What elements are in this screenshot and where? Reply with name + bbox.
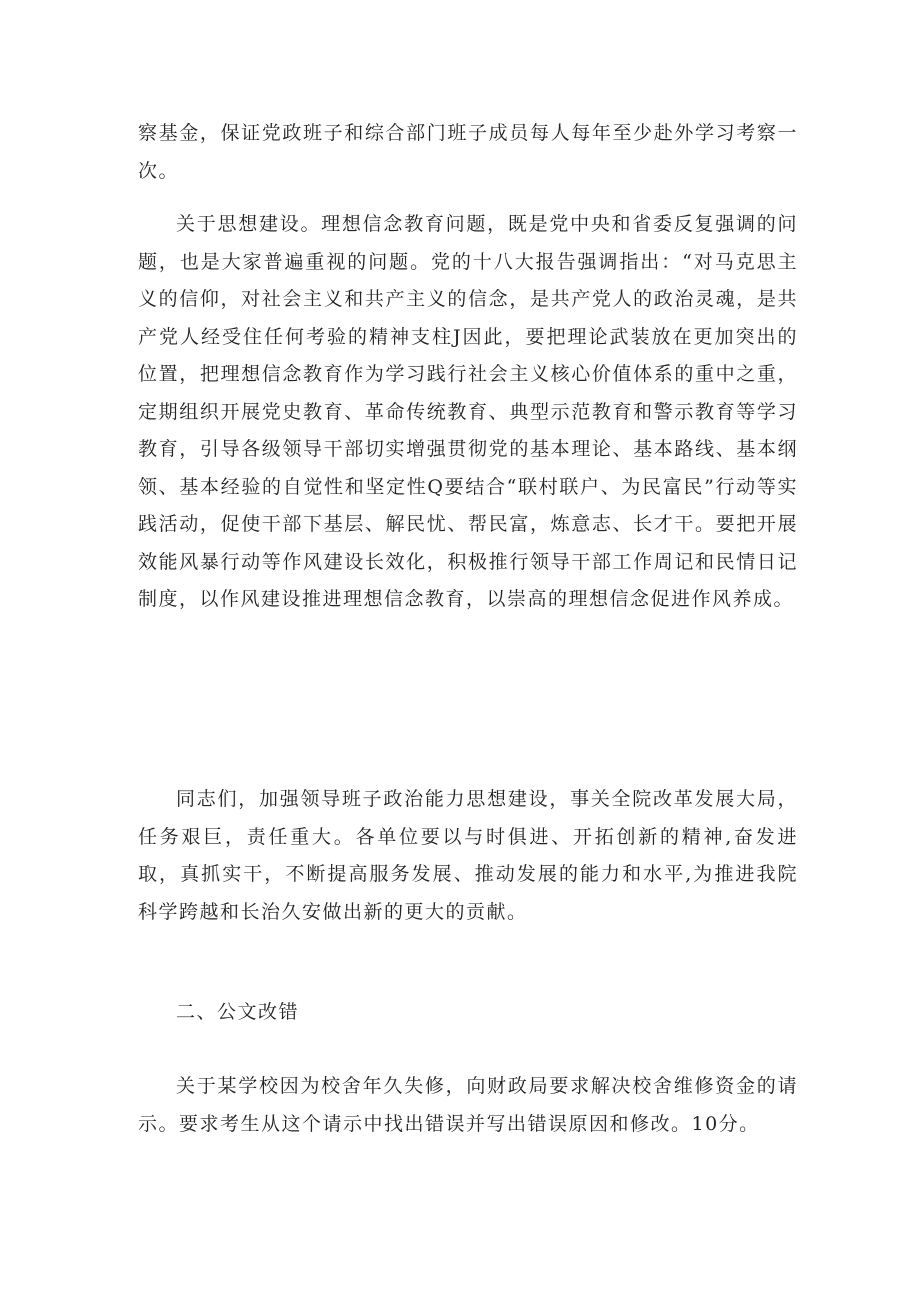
section-heading: 二、公文改错	[176, 1001, 300, 1023]
paragraph-continuation: 察基金，保证党政班子和综合部门班子成员每人每年至少赴外学习考察一次。	[138, 122, 798, 182]
paragraph-ideological-building: 关于思想建设。理想信念教育问题，既是党中央和省委反复强调的问题，也是大家普遍重视的问题。党的十八大报告强调指出：“对马克思主义的信仰，对社会主义和共产主义的信念，是共产党人的政治灵魂，是共产党人经受住任何考验的精神支柱J因此，要把理论武装放在更加突出的位置，把理想信念教育作为学习践行社会主义核心价值体系的重中之重，定期组织开展党史教育、革命传统教育、典型示范教育和警示教育等学习教育，引导各级领导干部切实增强贯彻党的基本理论、基本路线、基本纲领、基本经验的自觉性和坚定性Q要结合“联村联户、为民富民”行动等实践活动，促使干部下基层、解民忧、帮民富，炼意志、长才干。要把开展效能风暴行动等作风建设长效化，积极推行领导干部工作周记和民情日记制度，以作风建设推进理想信念教育，以崇高的理想信念促进作风养成。	[138, 213, 798, 610]
paragraph-task-description: 关于某学校因为校舍年久失修，向财政局要求解决校舍维修资金的请示。要求考生从这个请示中找出错误并写出错误原因和修改。10分。	[138, 1075, 798, 1135]
paragraph-closing-remarks: 同志们，加强领导班子政治能力思想建设，事关全院改革发展大局，任务艰巨，责任重大。各单位要以与时俱进、开拓创新的精神,奋发进取，真抓实干，不断提高服务发展、推动发展的能力和水平,为推进我院科学跨越和长治久安做出新的更大的贡献。	[138, 788, 798, 923]
